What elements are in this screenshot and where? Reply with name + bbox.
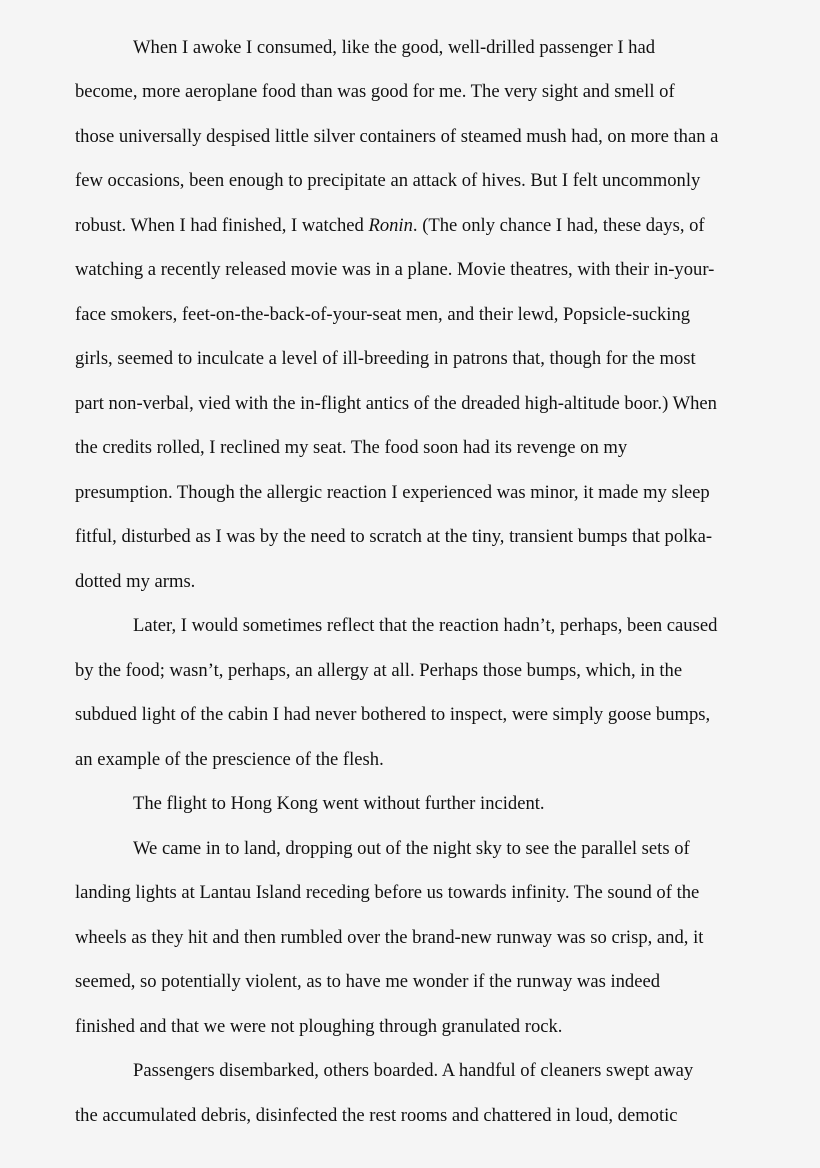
text-line: become, more aeroplane food than was good for me. The very sight and smell of [75, 81, 675, 102]
text-line: finished and that we were not ploughing through granulated rock. [75, 1016, 563, 1037]
text-line: presumption. Though the allergic reaction I experienced was minor, it made my sleep [75, 482, 710, 503]
text-line: watching a recently released movie was in a plane. Movie theatres, with their in-your- [75, 259, 715, 280]
text-line: Later, I would sometimes reflect that the reaction hadn’t, perhaps, been caused [133, 615, 718, 636]
text-line: We came in to land, dropping out of the night sky to see the parallel sets of [133, 838, 690, 859]
text-line: the credits rolled, I reclined my seat. The food soon had its revenge on my [75, 437, 628, 458]
text-line [75, 215, 705, 237]
text-line: The flight to Hong Kong went without further incident. [133, 793, 545, 814]
text-line: few occasions, been enough to precipitate an attack of hives. But I felt uncommonly [75, 170, 701, 191]
text-line: part non-verbal, vied with the in-flight antics of the dreaded high-altitude boor.) When [75, 393, 717, 414]
text-line: those universally despised little silver containers of steamed mush had, on more than a [75, 126, 719, 147]
text-line: the accumulated debris, disinfected the rest rooms and chattered in loud, demotic [75, 1105, 678, 1126]
text-line: face smokers, feet-on-the-back-of-your-seat men, and their lewd, Popsicle-sucking [75, 304, 691, 325]
text-line: an example of the prescience of the flesh. [75, 749, 384, 770]
text-line: When I awoke I consumed, like the good, well-drilled passenger I had [133, 37, 656, 58]
text-line: girls, seemed to inculcate a level of ill-breeding in patrons that, though for the most [75, 348, 696, 369]
text-line: landing lights at Lantau Island receding before us towards infinity. The sound of the [75, 882, 700, 903]
text-line: seemed, so potentially violent, as to have me wonder if the runway was indeed [75, 971, 661, 992]
text-span: robust. When I had finished, I watched [75, 215, 369, 236]
text-line: by the food; wasn’t, perhaps, an allergy at all. Perhaps those bumps, which, in the [75, 660, 683, 681]
text-line: fitful, disturbed as I was by the need to scratch at the tiny, transient bumps that polka- [75, 526, 713, 547]
text-line: Passengers disembarked, others boarded. A handful of cleaners swept away [133, 1060, 694, 1081]
movie-title-italic: Ronin [368, 215, 413, 236]
text-line: dotted my arms. [75, 571, 196, 592]
text-span: . (The only chance I had, these days, of [412, 215, 705, 236]
text-line: subdued light of the cabin I had never bothered to inspect, were simply goose bumps, [75, 704, 711, 725]
text-line: wheels as they hit and then rumbled over the brand-new runway was so crisp, and, it [75, 927, 704, 948]
